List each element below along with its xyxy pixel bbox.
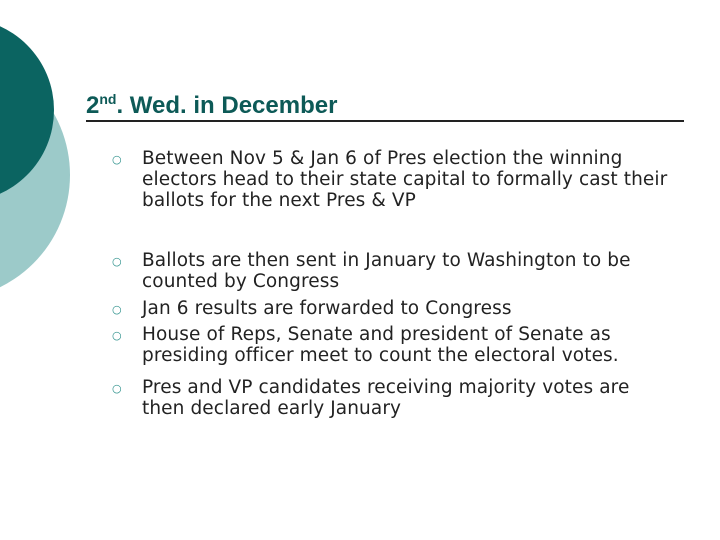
bullet-text: Between Nov 5 & Jan 6 of Pres election the winning electors head to their state capital to formally cast their ballots for the next Pres & VP [142, 148, 668, 211]
bullet-circle-icon: ○ [112, 329, 122, 342]
bullet-item [112, 324, 672, 366]
bullet-circle-icon: ○ [112, 303, 122, 316]
title-number: 2 [86, 92, 100, 119]
bullet-item [112, 148, 672, 211]
title-rest: . Wed. in December [116, 92, 338, 119]
bullet-circle-icon: ○ [112, 153, 122, 166]
decorative-circles [0, 0, 120, 300]
bullet-circle-icon: ○ [112, 382, 122, 395]
bullet-item [112, 298, 672, 321]
bullet-text: Pres and VP candidates receiving majority votes are then declared early January [142, 377, 630, 419]
bullet-item [112, 377, 672, 419]
bullet-item [112, 250, 672, 292]
bullet-text: House of Reps, Senate and president of Senate as presiding officer meet to count the electoral votes. [142, 324, 619, 366]
bullet-text: Jan 6 results are forwarded to Congress [142, 298, 512, 319]
title-superscript: nd [99, 91, 117, 107]
title-underline [86, 92, 684, 122]
bullet-circle-icon: ○ [112, 255, 122, 268]
bullet-text: Ballots are then sent in January to Washington to be counted by Congress [142, 250, 631, 292]
slide-title [86, 92, 684, 120]
